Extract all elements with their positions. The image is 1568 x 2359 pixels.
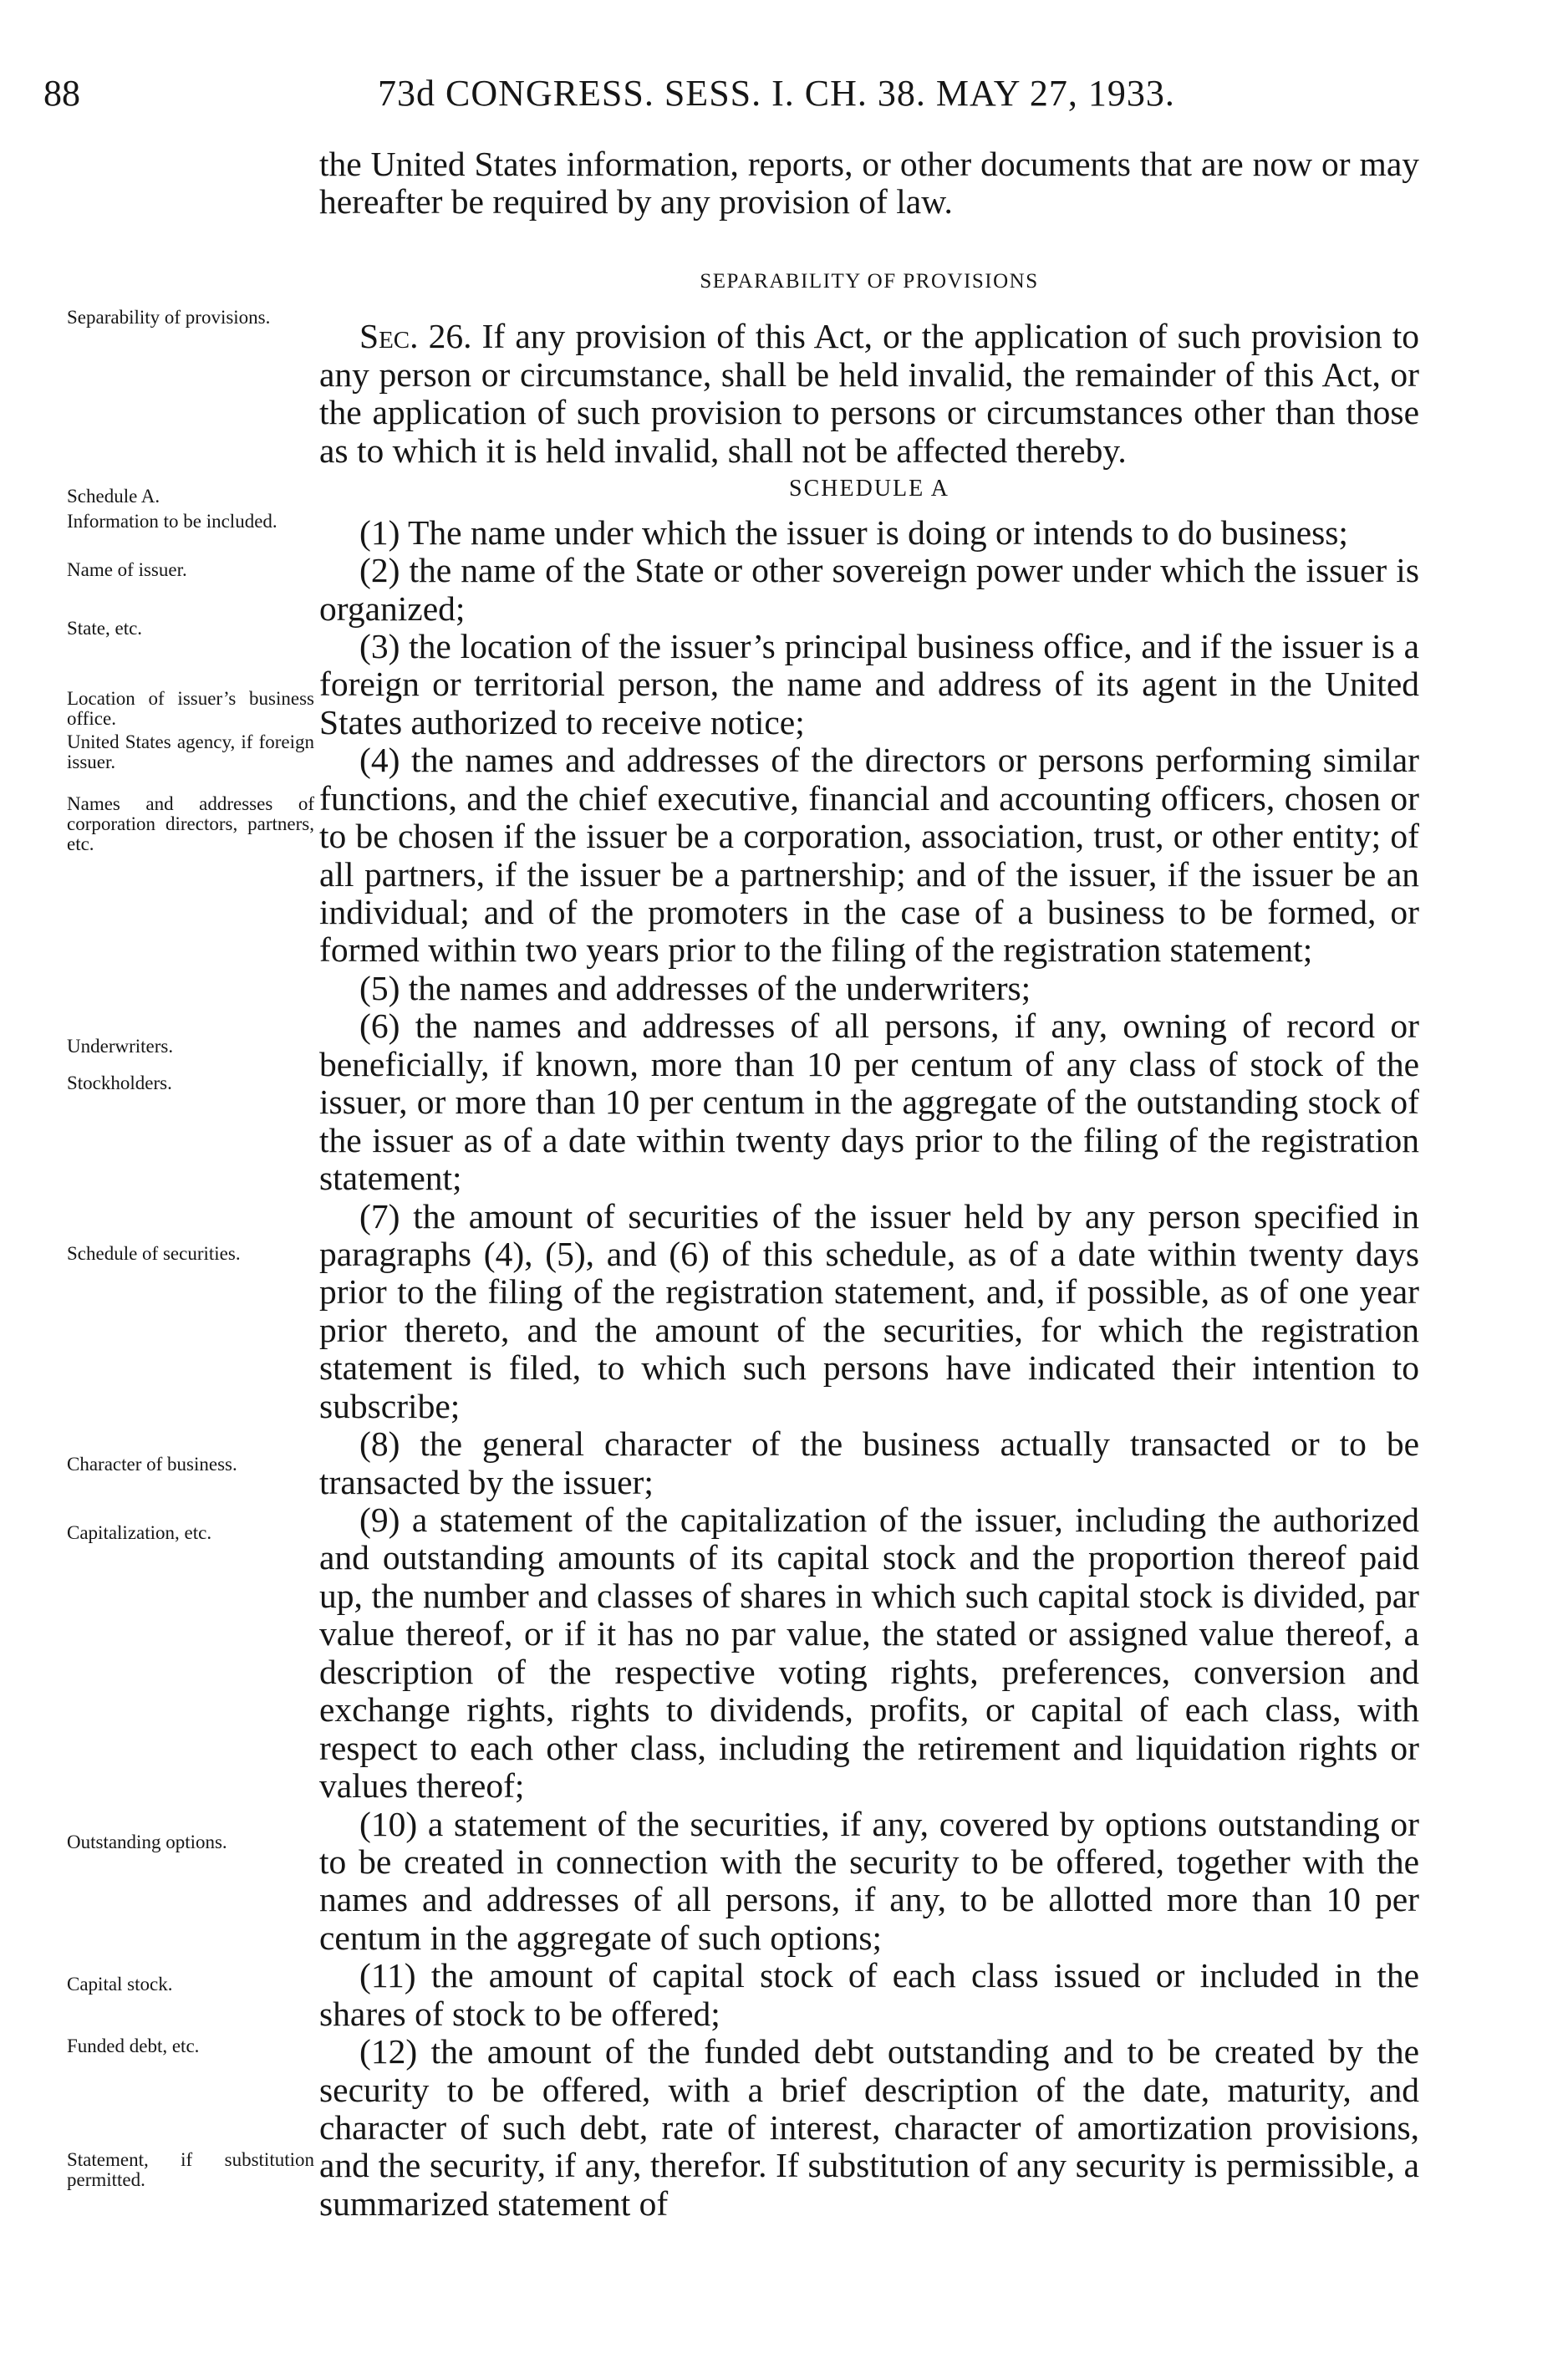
schedule-item: (4) the names and addresses of the directors or persons performing similar functions, and the chief executive, financial and accounting officers, chosen or to be chosen if the issuer be a corporation, association, trust, or other entity; of all partners, if the issuer be a partnership; and of the issuer, if the issuer be an individual; and of the promoters in the case of a business to be formed, or formed within two years prior to the filing of the registration statement; — [319, 741, 1419, 970]
margin-note-options: Outstanding options. — [67, 1832, 227, 1852]
schedule-item: (5) the names and addresses of the underwriters; — [359, 968, 1031, 1007]
schedule-item: (8) the general character of the business actually transacted or to be transacted by the issuer; — [319, 1424, 1419, 1501]
schedule-item: (9) a statement of the capitalization of the issuer, including the authorized and outstanding amounts of its capital stock and the proportion thereof paid up, the number and classes of shares in which such capital stock is divided, par value thereof, or if it has no par value, the stated or assigned value thereof, a description of the respective voting rights, preferences, conversion and exchange rights, rights to dividends, profits, or capital of each class, with respect to each other class, including the retirement and liquidation rights or values thereof; — [319, 1500, 1419, 1806]
schedule-item: (12) the amount of the funded debt outstanding and to be created by the security to be offered, with a brief description of the date, maturity, and character of such debt, rate of interest, character of amortization provisions, and the security, if any, therefor. If substitution of any security is permissible, a summarized statement of — [319, 2032, 1419, 2223]
schedule-item: (11) the amount of capital stock of each class issued or included in the shares of stock to be offered; — [319, 1956, 1419, 2033]
margin-note-capitalization: Capitalization, etc. — [67, 1522, 212, 1543]
schedule-item: (1) The name under which the issuer is doing or intends to do business; — [359, 512, 1348, 552]
margin-note-schedule-securities: Schedule of securities. — [67, 1243, 241, 1264]
margin-note-stockholders: Stockholders. — [67, 1073, 172, 1093]
section-26-text: If any provision of this Act, or the application of such provision to any person or circumstance, shall be held invalid, the remainder of this Act, or the application of such provision to persons or circumstances other than those as to which it is held invalid, shall not be affected thereby. — [319, 317, 1420, 470]
section-heading: SEPARABILITY OF PROVISIONS — [700, 269, 1039, 293]
schedule-item: (7) the amount of securities of the issuer held by any person specified in paragraphs (4), (5), and (6) of this schedule, as of a date within twenty days prior to the filing of the registration statement, and, if possible, as of one year prior thereto, and the amount of the securities, for which the registration statement is filed, to which such persons have indicated their intention to subscribe; — [319, 1196, 1419, 1425]
section-label: Sec. 26. — [359, 317, 472, 356]
margin-note-names-addresses: Names and addresses of corporation directors, partners, etc. — [67, 793, 314, 855]
margin-note-us-agency: United States agency, if foreign issuer. — [67, 731, 314, 773]
margin-note-separability: Separability of provisions. — [67, 307, 271, 328]
main-text — [319, 145, 1419, 2223]
section-26 — [319, 318, 1419, 470]
page-number: 88 — [43, 73, 80, 114]
margin-notes — [0, 0, 318, 2359]
carryover-text: the United States information, reports, or other documents that are now or may hereafter be required by any provision of law. — [319, 145, 1419, 222]
margin-note-funded-debt: Funded debt, etc. — [67, 2035, 200, 2056]
margin-note-character: Character of business. — [67, 1454, 237, 1475]
margin-note-schedule-a: Schedule A. — [67, 486, 160, 507]
running-head: 73d CONGRESS. SESS. I. CH. 38. MAY 27, 1933. — [378, 73, 1175, 114]
margin-note-capital-stock: Capital stock. — [67, 1974, 173, 1995]
schedule-item: (10) a statement of the securities, if any, covered by options outstanding or to be created in connection with the security to be offered, together with the names and addresses of all persons, if any, to be allotted more than 10 per centum in the aggregate of such options; — [319, 1804, 1419, 1957]
margin-note-state: State, etc. — [67, 618, 143, 639]
schedule-item: (6) the names and addresses of all persons, if any, owning of record or beneficially, if known, more than 10 per centum of any class of stock of the issuer, or more than 10 per centum in the aggregate of the outstanding stock of the issuer as of a date within twenty days prior to the filing of the registration statement; — [319, 1006, 1419, 1198]
margin-note-information: Information to be included. — [67, 511, 277, 532]
margin-note-substitution: Statement, if substitution permitted. — [67, 2149, 314, 2191]
schedule-item: (2) the name of the State or other sovereign power under which the issuer is organized; — [319, 551, 1419, 628]
margin-note-underwriters: Underwriters. — [67, 1036, 174, 1057]
margin-note-name-of-issuer: Name of issuer. — [67, 559, 187, 580]
schedule-item: (3) the location of the issuer’s principal business office, and if the issuer is a foreign or territorial person, the name and address of its agent in the United States authorized to receive notice; — [319, 626, 1419, 741]
schedule-heading: SCHEDULE A — [789, 476, 949, 502]
margin-note-location: Location of issuer’s business office. — [67, 688, 314, 730]
